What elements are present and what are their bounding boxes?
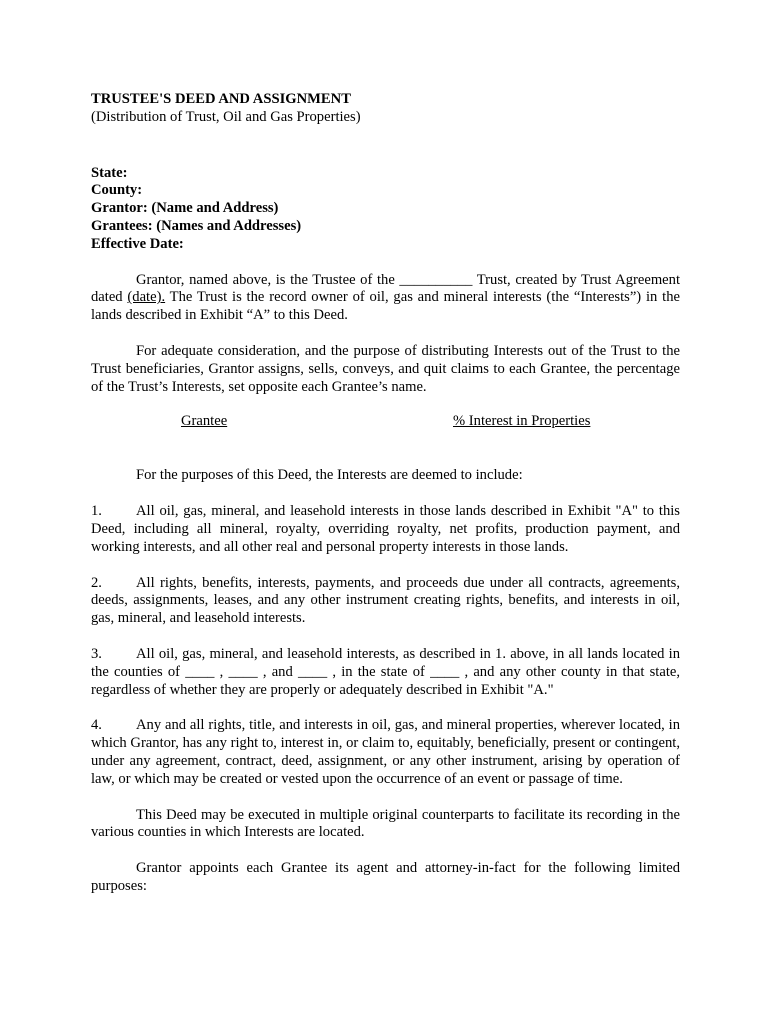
header-fields [91, 165, 680, 254]
document-subtitle: (Distribution of Trust, Oil and Gas Properties) [91, 108, 361, 125]
paragraph-trust-intro [91, 272, 680, 325]
paragraph-trust-intro-part-a: Grantor, named above, is the Trustee of the __________ Trust, created by Trust Agreement dated [91, 271, 680, 306]
list-item [91, 503, 680, 556]
list-item [91, 646, 680, 699]
list-item [91, 717, 680, 788]
paragraph-attorney-in-fact: Grantor appoints each Grantee its agent and attorney-in-fact for the following limited purposes: [91, 860, 680, 894]
list-item-number: 3. [91, 645, 102, 662]
list-item-number: 4. [91, 717, 102, 734]
field-state: State: [91, 164, 128, 181]
field-grantor: Grantor: (Name and Address) [91, 200, 279, 217]
list-item-text: Any and all rights, title, and interests in oil, gas, and mineral properties, wherever located, in which Grantor, has any right to, interest in, or claim to, equitably, beneficially, present or contingent, under any agreement, contract, deed, assignment, or any other instrument, arising by operation of law, or which may be created or vested upon the occurrence of an event or passage of time. [91, 717, 680, 787]
paragraph-consideration: For adequate consideration, and the purpose of distributing Interests out of the Trust to the Trust beneficiaries, Grantor assigns, sells, conveys, and quit claims to each Grantee, the percentage of the Trust’s Interests, set opposite each Grantee’s name. [91, 342, 680, 395]
list-item-text: All rights, benefits, interests, payments, and proceeds due under all contracts, agreements, deeds, assignments, leases, and any other instrument creating rights, benefits, and interests in oil, gas, mineral, and leasehold interests. [91, 574, 680, 627]
list-item-text: All oil, gas, mineral, and leasehold interests, as described in 1. above, in all lands located in the counties of ____ , ____ , and ____ , in the state of ____ , and any other county in that state, regardless of whether they are properly or adequately described in Exhibit "A." [91, 645, 680, 698]
document-page [91, 91, 680, 896]
paragraph-counterparts: This Deed may be executed in multiple original counterparts to facilitate its recording in the various counties in which Interests are located. [91, 806, 680, 841]
field-grantees: Grantees: (Names and Addresses) [91, 217, 302, 234]
column-header-grantee: Grantee [181, 413, 228, 430]
list-item-text: All oil, gas, mineral, and leasehold interests in those lands described in Exhibit "A" to this Deed, including all mineral, royalty, overriding royalty, net profits, production payment, and working interests, and all other real and personal property interests in those lands. [91, 503, 680, 555]
list-item [91, 575, 680, 628]
agreement-date-blank: (date). [127, 289, 166, 306]
document-title: TRUSTEE'S DEED AND ASSIGNMENT [91, 91, 351, 107]
paragraph-trust-intro-part-b: The Trust is the record owner of oil, gas and mineral interests (the “Interests”) in the lands described in Exhibit “A” to this Deed. [91, 289, 680, 324]
field-effective-date: Effective Date: [91, 235, 184, 252]
paragraph-interests-intro: For the purposes of this Deed, the Interests are deemed to include: [136, 467, 523, 484]
column-header-interest: % Interest in Properties [453, 413, 591, 430]
field-county: County: [91, 182, 143, 199]
list-item-number: 2. [91, 574, 102, 591]
list-item-number: 1. [91, 503, 102, 520]
grantee-table-header [91, 413, 680, 431]
